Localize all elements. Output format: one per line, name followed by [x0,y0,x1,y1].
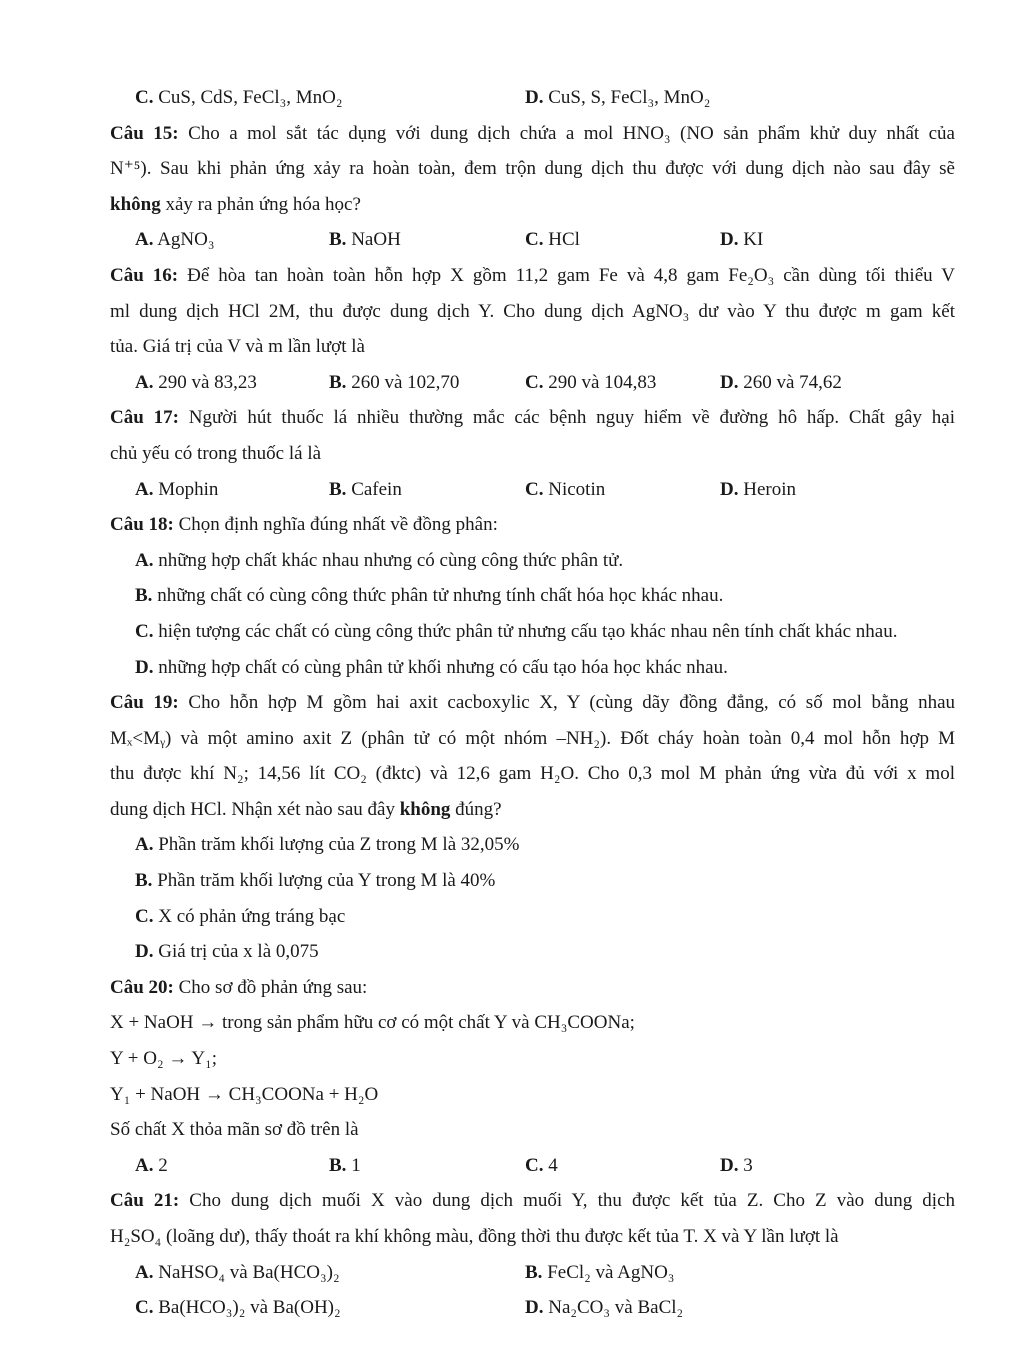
q19-line-3: thu được khí N₂; 14,56 lít CO₂ (đktc) và 12,6 gam H₂O. Cho 0,3 mol M phản ứng vừa đủ với x mol [110,763,955,785]
q20-option-c: C. 4 [525,1154,558,1176]
q19-option-c: C. X có phản ứng tráng bạc [135,905,346,927]
q19-option-a: A. Phần trăm khối lượng của Z trong M là 32,05% [135,834,520,856]
q18-stem: Câu 18: Chọn định nghĩa đúng nhất về đồng phân: [110,514,498,536]
page-content [110,80,955,1326]
q14-options [110,80,955,116]
q20-reaction-3: Y₁ + NaOH → CH₃COONa + H₂O [110,1083,379,1105]
q20-question: Số chất X thỏa mãn sơ đồ trên là [110,1119,359,1141]
q18-label: Câu 18: [110,514,174,536]
q17-option-a: A. Mophin [135,478,219,500]
q21-option-d: D. Na₂CO₃ và BaCl₂ [525,1297,684,1319]
q19-option-b: B. Phần trăm khối lượng của Y trong M là 40% [135,870,496,892]
q17-option-d: D. Heroin [720,478,796,500]
q16-option-b: B. 260 và 102,70 [329,371,460,393]
q20-option-b: B. 1 [329,1154,361,1176]
q21-option-a: A. NaHSO₄ và Ba(HCO₃)₂ [135,1261,340,1283]
q18-option-c: C. hiện tượng các chất có cùng công thức phân tử nhưng cấu tạo khác nhau nên tính chất khác nhau. [135,620,898,642]
q14-option-d: D. CuS, S, FeCl₃, MnO₂ [525,87,711,108]
q15-line-3: không xảy ra phản ứng hóa học? [110,193,361,215]
q15-option-d: D. KI [720,229,764,251]
q18-option-a: A. những hợp chất khác nhau nhưng có cùng công thức phân tử. [135,549,624,571]
q15-line-1: Câu 15: Cho a mol sắt tác dụng với dung dịch chứa a mol HNO₃ (NO sản phẩm khử duy nhất của [110,122,955,144]
q15-line-2: N⁺⁵). Sau khi phản ứng xảy ra hoàn toàn, đem trộn dung dịch thu được với dung dịch nào sau đây sẽ [110,158,955,180]
q21-line-2: H₂SO₄ (loãng dư), thấy thoát ra khí không màu, đồng thời thu được kết tủa T. X và Y lần lượt là [110,1226,839,1247]
q17-options [110,472,955,508]
q16-option-c: C. 290 và 104,83 [525,371,657,393]
q21-options-row-1 [110,1255,955,1291]
q17-line-1: Câu 17: Người hút thuốc lá nhiều thường mắc các bệnh nguy hiểm về đường hô hấp. Chất gây hại [110,407,955,429]
q16-line-2: ml dung dịch HCl 2M, thu được dung dịch Y. Cho dung dịch AgNO₃ dư vào Y thu được m gam kết [110,300,955,322]
q20-option-a: A. 2 [135,1154,168,1176]
q15-options [110,222,955,258]
q19-line-1: Câu 19: Cho hỗn hợp M gồm hai axit cacboxylic X, Y (cùng dãy đồng đẳng, có số mol bằng nhau [110,692,956,714]
q21-label: Câu 21: [110,1190,180,1212]
q15-option-c: C. HCl [525,229,580,251]
q21-option-c: C. Ba(HCO₃)₂ và Ba(OH)₂ [135,1297,341,1319]
q15-label: Câu 15: [110,122,179,144]
q18-option-d: D. những hợp chất có cùng phân tử khối nhưng có cấu tạo hóa học khác nhau. [135,656,728,678]
q15-option-a: A. AgNO₃ [135,229,215,251]
q16-option-d: D. 260 và 74,62 [720,371,842,393]
q20-options [110,1148,955,1184]
q20-stem: Câu 20: Cho sơ đồ phản ứng sau: [110,976,368,998]
q14-option-c: C. CuS, CdS, FeCl₃, MnO₂ [135,87,343,108]
q19-line-4: dung dịch HCl. Nhận xét nào sau đây không đúng? [110,798,502,820]
q16-option-a: A. 290 và 83,23 [135,371,257,393]
q20-option-d: D. 3 [720,1154,753,1176]
q21-line-1: Câu 21: Cho dung dịch muối X vào dung dịch muối Y, thu được kết tủa Z. Cho Z vào dung dịch [110,1190,955,1212]
q19-line-2: Mₓ<Mᵧ) và một amino axit Z (phân tử có một nhóm –NH₂). Đốt cháy hoàn toàn 0,4 mol hỗn hợp M [110,727,955,749]
q20-reaction-1: X + NaOH → trong sản phẩm hữu cơ có một chất Y và CH₃COONa; [110,1012,635,1034]
q18-option-b: B. những chất có cùng công thức phân tử nhưng tính chất hóa học khác nhau. [135,585,724,607]
q16-line-3: tủa. Giá trị của V và m lần lượt là [110,336,365,358]
q17-line-2: chủ yếu có trong thuốc lá là [110,442,322,464]
q19-label: Câu 19: [110,692,179,714]
q17-label: Câu 17: [110,407,179,429]
q21-options-row-2 [110,1290,955,1326]
q16-label: Câu 16: [110,264,179,286]
q21-option-b: B. FeCl₂ và AgNO₃ [525,1261,675,1283]
q15-option-b: B. NaOH [329,229,401,251]
q16-options [110,365,955,401]
q16-line-1: Câu 16: Để hòa tan hoàn toàn hỗn hợp X gồm 11,2 gam Fe và 4,8 gam Fe₂O₃ cần dùng tối thiểu V [110,264,956,286]
q17-option-c: C. Nicotin [525,478,606,500]
q17-option-b: B. Cafein [329,478,402,500]
q20-reaction-2: Y + O₂ → Y₁; [110,1048,217,1070]
q20-label: Câu 20: [110,976,174,998]
q19-option-d: D. Giá trị của x là 0,075 [135,941,319,963]
